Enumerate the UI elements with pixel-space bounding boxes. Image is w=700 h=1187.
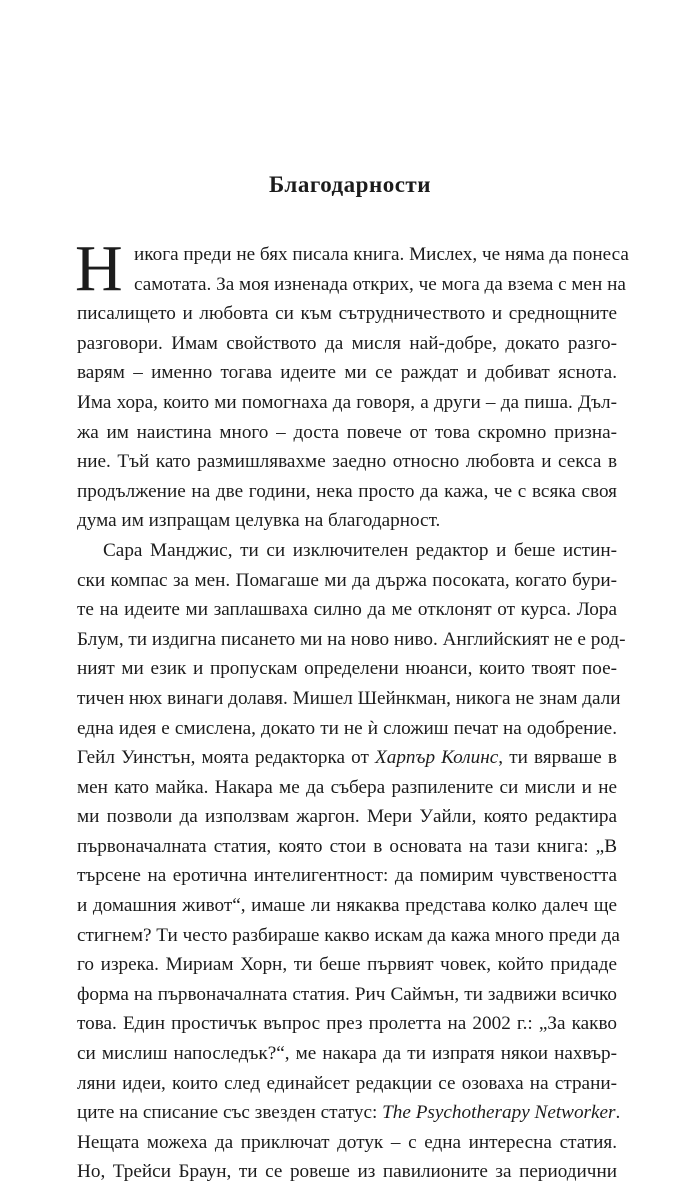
text-segment: Гейл Уинстън, моята редакторка от	[77, 747, 375, 769]
text-line: търсене на еротична интелигентност: да помирим чувствеността	[77, 865, 617, 887]
text-line: писалището и любовта си към сътрудничеството и среднощните	[77, 303, 617, 325]
text-line: варям – именно тогава идеите ми се раждат и добиват яснота.	[77, 362, 617, 384]
text-segment: ците на списание със звезден статус:	[77, 1102, 383, 1124]
text-line: и домашния живот“, имаше ли някаква представа колко далеч ще	[77, 895, 617, 917]
magazine-title-italic: The Psychotherapy Networker	[382, 1102, 616, 1124]
text-line: си мислиш напоследък?“, ме накара да ти изпратя някои нахвър-	[77, 1043, 617, 1065]
text-line: една идея е смислена, докато ти не ѝ сложиш печат на одобрение.	[77, 717, 617, 739]
text-line: ми позволи да използвам жаргон. Мери Уайли, която редактира	[77, 806, 617, 828]
text-line: ски компас за мен. Помагаше ми да държа посоката, когато бури-	[77, 569, 617, 591]
drop-cap: Н	[75, 232, 123, 305]
text-line: дума им изпращам целувка на благодарност.	[77, 510, 441, 532]
text-line: тичен нюх винаги долавя. Мишел Шейнкман, никога не знам дали	[77, 687, 621, 709]
text-line: мен като майка. Накара ме да събера разпилените си мисли и не	[77, 776, 617, 798]
text-line: разговори. Имам свойството да мисля най-добре, докато разго-	[77, 332, 617, 354]
text-line: го изрека. Мириам Хорн, ти беше първият човек, който придаде	[77, 954, 617, 976]
text-segment: .	[615, 1102, 621, 1124]
text-line: ние. Тъй като размишлявахме заедно относно любовта и секса в	[77, 451, 617, 473]
text-line	[77, 1098, 621, 1128]
text-segment: , ти вярваше в	[498, 747, 617, 769]
text-line: самотата. За моя изненада открих, че мога да взема с мен на	[134, 273, 626, 295]
text-line: продължение на две години, нека просто да кажа, че с всяка своя	[77, 480, 617, 502]
text-line: стигнем? Ти често разбираше какво искам да кажа много преди да	[77, 924, 620, 946]
text-line: Сара Манджис, ти си изключителен редактор и беше истин-	[103, 539, 617, 561]
acknowledgements-text	[75, 232, 629, 1187]
text-line: Но, Трейси Браун, ти се ровеше из павилионите за периодични	[77, 1161, 617, 1183]
text-line: жа им наистина много – доста повече от това скромно призна-	[77, 421, 617, 443]
text-line: ляни идеи, които след единайсет редакции се озоваха на страни-	[77, 1072, 617, 1094]
text-line: Блум, ти издигна писането ми на ново ниво. Английският не е род-	[77, 628, 626, 650]
text-line: Нещата можеха да приключат дотук – с една интересна статия.	[77, 1131, 617, 1153]
text-line: първоначалната статия, която стои в основата на тази книга: „В	[77, 835, 617, 857]
text-line: ният ми език и пропускам определени нюанси, които твоят пое-	[77, 658, 617, 680]
text-line: форма на първоначалната статия. Рич Саймън, ти задвижи всичко	[77, 983, 617, 1005]
text-line: това. Един простичък въпрос през пролетта на 2002 г.: „За какво	[77, 1013, 617, 1035]
text-line	[77, 743, 617, 773]
text-line: те на идеите ми заплашваха силно да ме отклонят от курса. Лора	[77, 599, 617, 621]
book-publisher-italic: Харпър Колинс	[375, 747, 499, 769]
text-line: Има хора, които ми помогнаха да говоря, а други – да пиша. Дъл-	[77, 391, 617, 413]
text-line: икога преди не бях писала книга. Мислех, че няма да понеса	[134, 244, 629, 265]
page-title: Благодарности	[269, 172, 431, 197]
